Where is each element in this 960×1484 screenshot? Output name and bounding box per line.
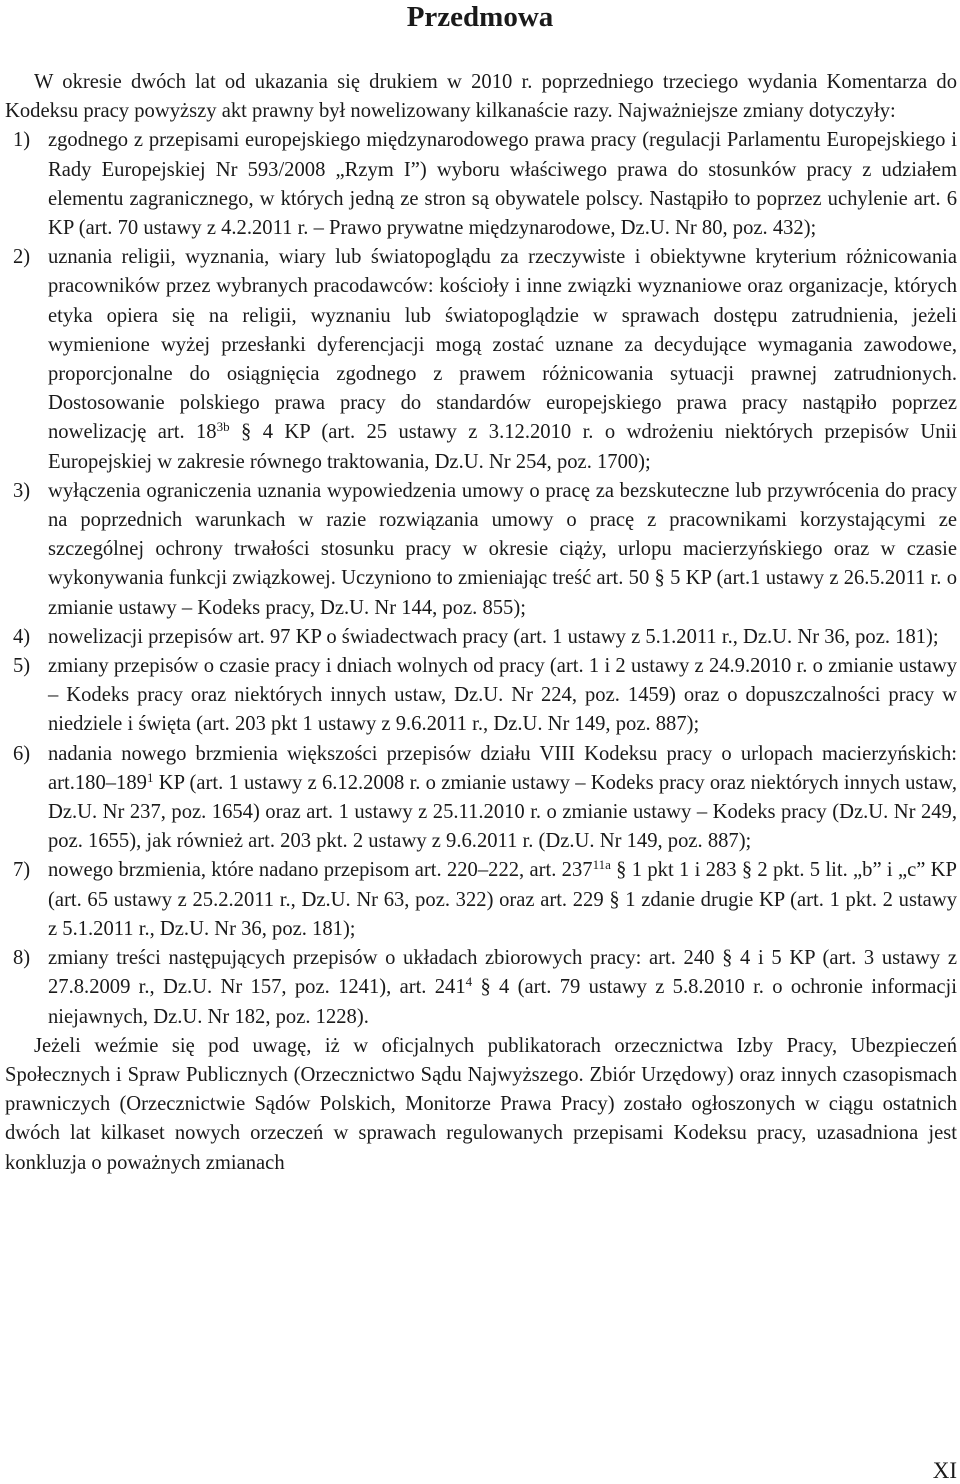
superscript: 1 <box>146 769 154 785</box>
item-text-cont: § 4 (art. 79 ustawy z 5.8.2010 r. o ochronie informacji niejawnych, Dz.U. Nr 182, poz. 1228). <box>48 976 957 1028</box>
superscript: 11a <box>592 857 611 873</box>
list-item <box>5 623 957 652</box>
page-number: XI <box>932 1458 957 1483</box>
item-text: nadania nowego brzmienia większości przepisów działu VIII Kodeksu pracy o urlopach macierzyńskich: art.180–189 <box>48 742 957 794</box>
item-text-cont: § 4 KP (art. 25 ustawy z 3.12.2010 r. o wdrożeniu niektórych przepisów Unii Europejskiej w zakresie równego traktowania, Dz.U. Nr 254, poz. 1700); <box>48 421 957 473</box>
item-text: zmiany treści następujących przepisów o układach zbiorowych pracy: art. 240 § 4 i 5 KP (art. 3 ustawy z 27.8.2009 r., Dz.U. Nr 157, poz. 1241), art. 241 <box>48 947 957 999</box>
list-item <box>5 856 957 944</box>
list-item <box>5 740 957 857</box>
item-number: 1) <box>13 129 31 152</box>
list-item <box>5 652 957 740</box>
list-item <box>5 126 957 243</box>
item-text: nowelizacji przepisów art. 97 KP o świadectwach pracy (art. 1 ustawy z 5.1.2011 r., Dz.U. Nr 36, poz. 181); <box>48 625 939 648</box>
intro-paragraph: W okresie dwóch lat od ukazania się drukiem w 2010 r. poprzedniego trzeciego wydania Komentarza do Kodeksu pracy powyższy akt prawny był nowelizowany kilkanaście razy. Najważniejsze zmiany dotyczyły: <box>5 71 957 123</box>
item-text: wyłączenia ograniczenia uznania wypowiedzenia umowy o pracę za bezskuteczne lub przywrócenia do pracy na poprzednich warunkach w razie rozwiązania umowy o pracę z pracownikami korzystającymi ze szczególnej ochrony trwałości stosunku pracy w okresie ciąży, urlopu macierzyńskiego oraz w czasie wykonywania funkcji związkowej. Uczyniono to zmieniając treść art. 50 § 5 KP (art.1 ustawy z 26.5.2011 r. o zmianie ustawy – Kodeks pracy, Dz.U. Nr 144, poz. 855); <box>48 479 957 619</box>
item-text-cont: KP (art. 1 ustawy z 6.12.2008 r. o zmianie ustawy – Kodeks pracy oraz niektórych innych ustaw, Dz.U. Nr 237, poz. 1654) oraz art. 1 ustawy z 25.11.2010 r. o zmianie ustawy – Kodeks pracy (Dz.U. Nr 249, poz. 1655), jak również art. 203 pkt. 2 ustawy z 9.6.2011 r. (Dz.U. Nr 149, poz. 887); <box>48 771 957 853</box>
superscript: 4 <box>465 974 473 990</box>
body-text <box>5 68 957 1178</box>
item-number: 6) <box>13 742 31 765</box>
item-text: uznania religii, wyznania, wiary lub światopoglądu za rzeczywiste i obiektywne kryterium różnicowania pracowników przez wybranych pracodawców: kościoły i inne związki wyznaniowe oraz organizacje, których etyka opiera się na religii, wyznaniu lub światopoglądzie w sprawach dostępu zatrudnienia, jeżeli wymienione wyżej przesłanki dyferencjacji mogą zostać uznane za decydujące wymagania zawodowe, proporcjonalne do osiągnięcia zgodnego z prawem różnicowania sytuacji prawnej zatrudnionych. Dostosowanie polskiego prawa pracy do standardów europejskiego prawa pracy nastąpiło poprzez nowelizację art. 18 <box>48 246 957 444</box>
list-item <box>5 243 957 477</box>
list-item <box>5 477 957 623</box>
item-text: zmiany przepisów o czasie pracy i dniach wolnych od pracy (art. 1 i 2 ustawy z 24.9.2010 r. o zmianie ustawy – Kodeks pracy oraz niektórych innych ustaw, Dz.U. Nr 224, poz. 1459) oraz o dopuszczalności pracy w niedziele i święta (art. 203 pkt 1 ustawy z 9.6.2011 r., Dz.U. Nr 149, poz. 887); <box>48 655 957 736</box>
item-number: 3) <box>13 479 31 502</box>
item-text: nowego brzmienia, które nadano przepisom art. 220–222, art. 237 <box>48 859 593 882</box>
item-number: 7) <box>13 859 31 882</box>
page-title: Przedmowa <box>406 1 554 33</box>
item-number: 4) <box>13 625 31 648</box>
item-number: 2) <box>13 246 31 269</box>
closing-paragraph: Jeżeli weźmie się pod uwagę, iż w oficjalnych publikatorach orzecznictwa Izby Pracy, Ubezpieczeń Społecznych i Spraw Publicznych (Orzecznictwo Sądu Najwyższego. Zbiór Urzędowy) oraz innych czasopismach prawniczych (Orzecznictwie Sądów Polskich, Monitorze Prawa Pracy) zostało ogłoszonych w ciągu ostatnich dwóch lat kilkaset nowych orzeczeń w sprawach regulowanych przepisami Kodeksu pracy, uzasadniona jest konkluzja o poważnych zmianach <box>5 1034 957 1174</box>
item-text: zgodnego z przepisami europejskiego międzynarodowego prawa pracy (regulacji Parlamentu Europejskiego i Rady Europejskiej Nr 593/2008 „Rzym I”) wyboru właściwego prawa do stosunków pracy z udziałem elementu zagranicznego, w których jedną ze stron są obywatele polscy. Nastąpiło to poprzez uchylenie art. 6 KP (art. 70 ustawy z 4.2.2011 r. – Prawo prywatne międzynarodowe, Dz.U. Nr 80, poz. 432); <box>48 129 957 240</box>
amendments-list <box>5 126 957 1031</box>
item-number: 8) <box>13 947 31 970</box>
item-number: 5) <box>13 655 31 678</box>
superscript: 3b <box>216 419 230 435</box>
item-text-cont: § 1 pkt 1 i 283 § 2 pkt. 5 lit. „b” i „c” KP (art. 65 ustawy z 25.2.2011 r., Dz.U. Nr 63, poz. 322) oraz art. 229 § 1 zdanie drugie KP (art. 1 pkt. 2 ustawy z 5.1.2011 r., Dz.U. Nr 36, poz. 181); <box>48 859 957 940</box>
list-item <box>5 944 957 1032</box>
